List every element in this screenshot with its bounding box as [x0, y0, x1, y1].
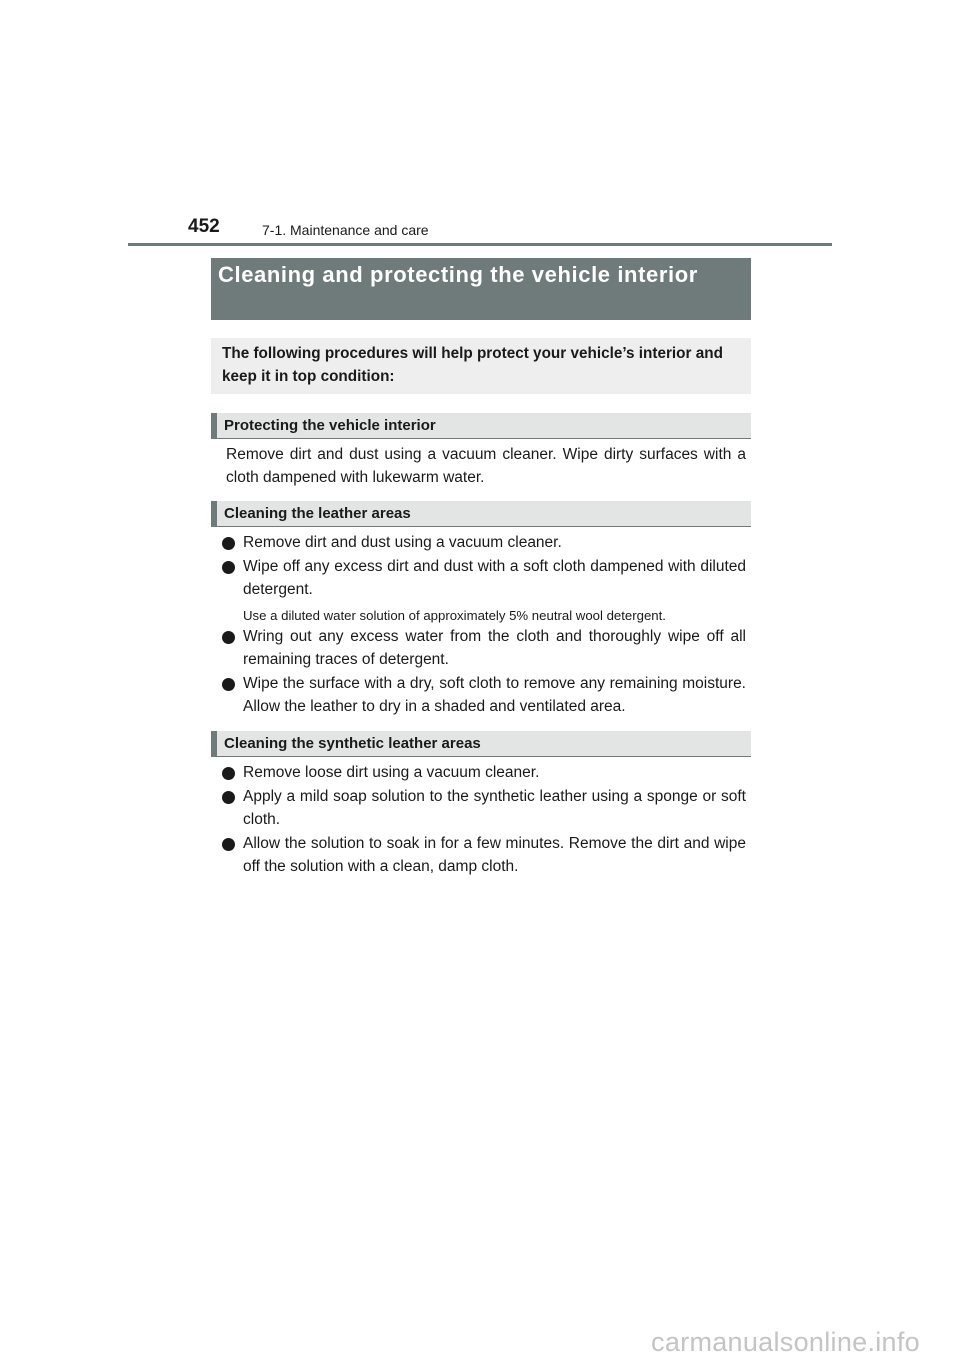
bullet-dot-icon [222, 537, 235, 550]
header-rule [128, 243, 832, 246]
bullet-dot-icon [222, 767, 235, 780]
list-item [222, 532, 746, 555]
list-item-text: Wipe off any excess dirt and dust with a soft cloth dampened with diluted detergent. [243, 558, 746, 598]
list-item-text: Apply a mild soap solution to the synthetic leather using a sponge or soft cloth. [243, 788, 746, 828]
list-item [222, 762, 746, 785]
intro-box: The following procedures will help protect your vehicle’s interior and keep it in top condition: [211, 338, 751, 394]
watermark: carmanualsonline.info [651, 1327, 920, 1357]
list-item-text: Wring out any excess water from the cloth and thoroughly wipe off all remaining traces of detergent. [243, 628, 746, 668]
subheading-synthetic-leather: Cleaning the synthetic leather areas [211, 731, 751, 757]
page-number: 452 [188, 216, 220, 237]
subheading-leather-areas: Cleaning the leather areas [211, 501, 751, 527]
list-item-text: Remove dirt and dust using a vacuum cleaner. [243, 534, 562, 551]
list-item [222, 833, 746, 878]
list-item [222, 673, 746, 718]
protecting-paragraph: Remove dirt and dust using a vacuum cleaner. Wipe dirty surfaces with a cloth dampened with lukewarm water. [226, 446, 746, 486]
list-item [222, 786, 746, 831]
bullet-dot-icon [222, 838, 235, 851]
detergent-note: Use a diluted water solution of approximately 5% neutral wool detergent. [243, 608, 666, 623]
list-item-text: Wipe the surface with a dry, soft cloth to remove any remaining moisture. Allow the leather to dry in a shaded and ventilated area. [243, 675, 746, 715]
list-item [222, 556, 746, 601]
bullet-dot-icon [222, 791, 235, 804]
page-title: Cleaning and protecting the vehicle interior [211, 258, 751, 320]
section-label: 7-1. Maintenance and care [262, 222, 429, 238]
subheading-protecting-interior: Protecting the vehicle interior [211, 413, 751, 439]
bullet-dot-icon [222, 561, 235, 574]
bullet-dot-icon [222, 631, 235, 644]
bullet-dot-icon [222, 678, 235, 691]
list-item-text: Remove loose dirt using a vacuum cleaner. [243, 764, 540, 781]
list-item [222, 626, 746, 671]
list-item-text: Allow the solution to soak in for a few minutes. Remove the dirt and wipe off the solution with a clean, damp cloth. [243, 835, 746, 875]
